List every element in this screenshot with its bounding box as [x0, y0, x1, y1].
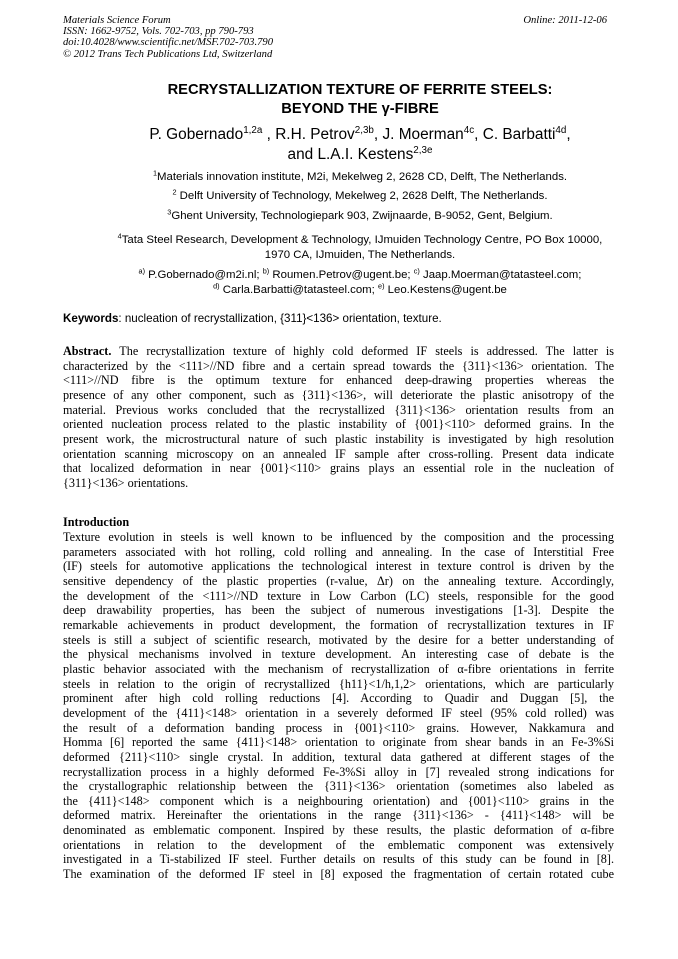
abstract-line: orientation scanning microscopy on an annealed IF sample after cross-rolling. Present data indicate — [63, 446, 614, 461]
keywords-label: Keywords — [63, 312, 119, 325]
introduction-line: parameters associated with hot rolling, cold rolling and annealing. In the case of Interstitial Free — [63, 544, 614, 559]
author-affiliation-mark: 2,3b — [354, 124, 374, 136]
introduction-line: denominated as emblematic component. Inspired by these results, the plastic deformation of α-fibre — [63, 823, 614, 838]
abstract-line: presence of any other component, such as {311}<136>, will deteriorate the plastic anisotropy of the — [63, 387, 614, 402]
affiliation-text: Materials innovation institute, M2i, Mekelweg 2, 2628 CD, Delft, The Netherlands. — [157, 171, 568, 183]
email-mark: a) — [138, 266, 145, 276]
email-address: Jaap.Moerman@tatasteel.com; — [419, 269, 582, 281]
affiliation-mark: 3 — [167, 207, 172, 217]
journal-doi: doi:10.4028/www.scientific.net/MSF.702-703.790 — [63, 37, 273, 49]
abstract-line: oriented nucleation process related to the plastic instability of {001}<110> deformed grains. In the — [63, 417, 614, 432]
affiliation-mark: 4 — [117, 231, 122, 241]
affiliation-4 — [40, 233, 678, 248]
introduction-line: the physical mechanisms involved in texture development. An interesting case of debate is the — [63, 647, 614, 662]
introduction-line: Texture evolution in steels is well known to be influenced by the composition and the processing — [63, 530, 614, 544]
introduction-line: steels is still a subject of scientific research, motivated by the desire for a better understanding of — [63, 632, 614, 647]
author-name: P. Gobernado — [149, 126, 244, 143]
abstract-line: present work, the microstructural nature of such plastic instability is investigated by high resolution — [63, 431, 614, 446]
author-separator: , — [373, 126, 383, 143]
abstract-line: material. Previous works concluded that the recrystallized {311}<136> orientation results from an — [63, 402, 614, 417]
introduction-line: prominent after high cold rolling reductions [4]. According to Quadir and Duggan [5], the — [63, 691, 614, 706]
abstract-line: that localized deformation in near {001}<110> grains plays an essential role in the nucleation of — [63, 461, 614, 476]
author-affiliation-mark: 1,2a — [243, 124, 263, 136]
email-address: Carla.Barbatti@tatasteel.com; — [219, 284, 379, 296]
abstract-line — [63, 344, 614, 359]
abstract-line: {311}<136> orientations. — [63, 475, 189, 490]
author-separator: , — [474, 126, 483, 143]
author-affiliation-mark: 2,3e — [413, 144, 433, 156]
author-separator: , — [262, 126, 276, 143]
introduction-line: deep drawability properties, has been the subject of numerous investigations [1-3]. Despite the — [63, 603, 614, 618]
introduction-line: sensitive dependency of the plastic properties (r-value, Δr) on the annealing texture. Accordingly, — [63, 573, 614, 588]
introduction-line: (IF) steels for automotive applications the technological interest in texture control is driven by the — [63, 559, 614, 574]
affiliation-text: Tata Steel Research, Development & Technology, IJmuiden Technology Centre, PO Box 10000, — [121, 234, 603, 246]
introduction-line: recrystallization process in a highly deformed Fe-3%Si alloy in [7] revealed strong indications for — [63, 764, 614, 779]
introduction-line: the development of the <111>//ND texture in Low Carbon (LC) steels, responsible for the good — [63, 588, 614, 603]
email-mark: d) — [213, 281, 220, 291]
keywords-text: : nucleation of recrystallization, {311}<136> orientation, texture. — [118, 312, 442, 325]
abstract-line: characterized by the <111>//ND fibre and a certain spread towards the {311}<136> orientation. The — [63, 358, 614, 373]
journal-name: Materials Science Forum — [63, 15, 171, 26]
introduction-body — [63, 530, 614, 882]
email-line-2 — [40, 283, 678, 298]
online-date: Online: 2011-12-06 — [523, 15, 607, 26]
introduction-line: orientations in relation to the development of the emblematic component was extensively — [63, 837, 614, 852]
introduction-line: deformed matrix. Hereinafter the orientations in the range {311}<136> - {411}<148> will be — [63, 808, 614, 823]
affiliation-2 — [40, 189, 678, 204]
paper-title-line-1: RECRYSTALLIZATION TEXTURE OF FERRITE STEELS: — [167, 82, 553, 98]
abstract-label: Abstract. — [63, 344, 112, 358]
affiliation-text: Ghent University, Technologiepark 903, Zwijnaarde, B-9052, Gent, Belgium. — [171, 210, 553, 222]
email-mark: c) — [413, 266, 420, 276]
journal-header — [63, 15, 273, 60]
author-name: C. Barbatti — [482, 126, 556, 143]
author-affiliation-mark: 4c — [463, 124, 475, 136]
author-name: J. Moerman — [382, 126, 464, 143]
journal-copyright: © 2012 Trans Tech Publications Ltd, Switzerland — [63, 48, 273, 60]
affiliation-1 — [40, 170, 678, 185]
introduction-line: plastic behavior associated with the mechanism of recrystallization of α-fibre orientations in ferrite — [63, 661, 614, 676]
introduction-line: remarkable achievements in product development, the formation of recrystallization textures in IF — [63, 617, 614, 632]
introduction-line: steels in relation to the origin of recrystallized {h11}<1/h,1,2> orientations, which are particularly — [63, 676, 614, 691]
keywords — [63, 311, 442, 326]
author-list-line-1 — [40, 125, 678, 145]
affiliation-3 — [40, 209, 678, 224]
author-affiliation-mark: 4d — [555, 124, 567, 136]
introduction-line: Homma [6] reported the same {411}<148> orientation to originate from shear bands in an Fe-3%Si — [63, 735, 614, 750]
abstract — [63, 344, 614, 491]
author-name: and L.A.I. Kestens — [287, 146, 414, 163]
author-list-line-2 — [40, 145, 678, 165]
email-address: P.Gobernado@m2i.nl; — [145, 269, 263, 281]
email-mark: e) — [378, 281, 385, 291]
introduction-line: deformed {211}<110> single crystal. In addition, textural data gathered at different stages of the — [63, 749, 614, 764]
introduction-line: The examination of the deformed IF steel in [8] exposed the fragmentation of certain rotated cube — [63, 867, 614, 882]
affiliation-text: Delft University of Technology, Mekelweg 2, 2628 Delft, The Netherlands. — [176, 190, 548, 202]
introduction-line: the result of a deformation banding process in {001}<110> grains. However, Nakkamura and — [63, 720, 614, 735]
affiliation-mark: 1 — [152, 168, 157, 178]
journal-issn: ISSN: 1662-9752, Vols. 702-703, pp 790-793 — [63, 26, 254, 38]
introduction-line: the crystallographic relationship between the {311}<136> orientation (sometimes also labeled as — [63, 779, 614, 794]
affiliation-mark: 2 — [172, 187, 177, 197]
email-address: Leo.Kestens@ugent.be — [384, 284, 507, 296]
introduction-line: the {411}<148> component which is a neighbouring orientation) and {001}<110> grains in the — [63, 793, 614, 808]
email-mark: b) — [262, 266, 270, 276]
abstract-line-text: The recrystallization texture of highly cold deformed IF steels is addressed. The latter is — [111, 344, 614, 358]
affiliation-4-continued: 1970 CA, IJmuiden, The Netherlands. — [264, 249, 456, 261]
author-separator: , — [566, 126, 571, 143]
introduction-line: development of the {411}<148> orientation in a severely deformed IF steel (95% cold rolled) was — [63, 705, 614, 720]
paper-title-line-2: BEYOND THE γ-FIBRE — [281, 101, 439, 117]
introduction-line: investigated in a Ti-stabilized IF steel. Further details on results of this study can be found in [8]. — [63, 852, 614, 867]
abstract-line: <111>//ND fibre is the optimum texture for enhanced deep-drawing properties whereas the — [63, 373, 614, 388]
email-line-1 — [40, 268, 678, 283]
introduction-heading: Introduction — [63, 515, 130, 529]
email-address: Roumen.Petrov@ugent.be; — [269, 269, 414, 281]
author-name: R.H. Petrov — [275, 126, 355, 143]
